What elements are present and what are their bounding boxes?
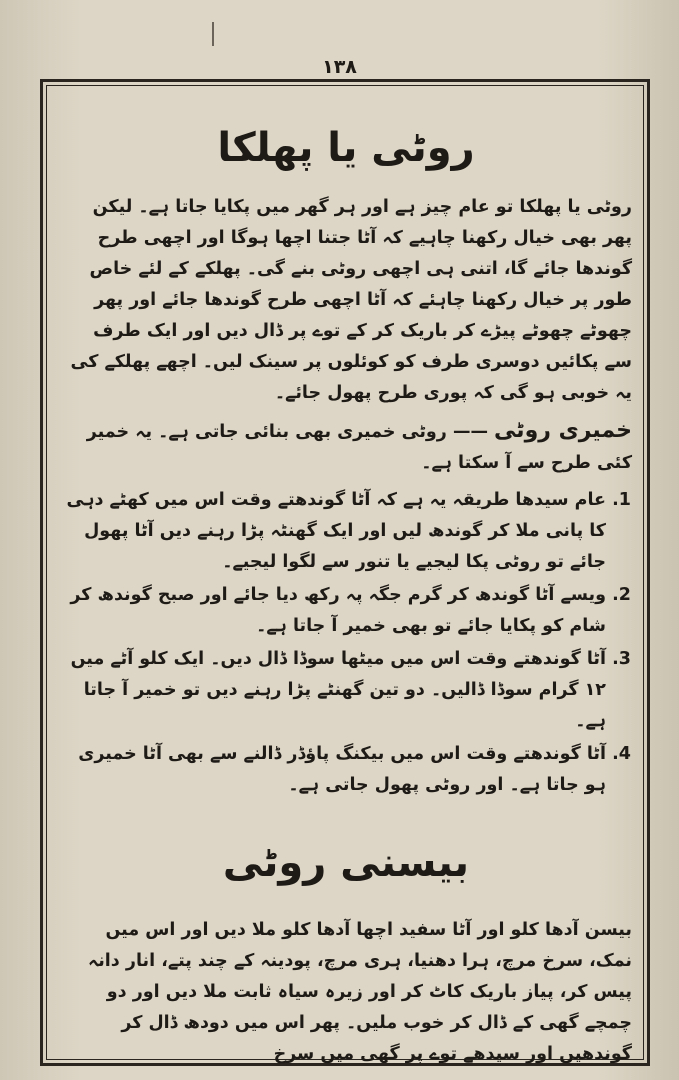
list-item: 3. آٹا گوندھتے وقت اس میں میٹھا سوڈا ڈال دیں۔ ایک کلو آٹے میں ۱۲ گرام سوڈا ڈالیں۔ دو تین گھنٹے پڑا رہنے دیں تو خمیر آ جاتا ہے۔ [60, 644, 606, 737]
roti-phulka-paragraph: روٹی یا پھلکا تو عام چیز ہے اور ہر گھر میں پکایا جاتا ہے۔ لیکن پھر بھی خیال رکھنا چاہیے کہ آٹا جتنا اچھا ہوگا اور اچھی طرح گوندھا جائے گا، اتنی ہی اچھی روٹی بنے گی۔ پھلکے کے لئے خاص طور پر خیال رکھنا چاہئے کہ آٹا اچھی طرح گوندھا جائے اور پھر چھوٹے چھوٹے پیڑے کر باریک کر کے توے پر ڈال دیں اور ایک طرف سے پکائیں دوسری طرف کو کوئلوں پر سینک لیں۔ اچھے پھلکے کی یہ خوبی ہو گی کہ پوری طرح پھول جائے۔ [70, 197, 632, 403]
khameeri-roti-intro [60, 415, 632, 479]
page-number: ۱۳۸ [322, 56, 357, 78]
khameeri-steps-list [60, 485, 632, 801]
khameeri-roti-intro-text: —— روٹی خمیری بھی بنائی جاتی ہے۔ یہ خمیر کئی طرح سے آ سکتا ہے۔ [86, 422, 632, 473]
list-item: 2. ویسے آٹا گوندھ کر گرم جگہ پہ رکھ دیا جائے اور صبح گوندھ کر شام کو پکایا جائے تو بھی خمیر آ جاتا ہے۔ [60, 580, 606, 642]
besani-roti-paragraph: بیسن آدھا کلو اور آٹا سفید اچھا آدھا کلو ملا دیں اور اس میں نمک، سرخ مرچ، ہرا دھنیا، ہری مرچ، پودینہ کے چند پتے، انار دانہ پیس کر، پیاز باریک کاٹ کر اور زیرہ سیاہ ثابت ملا دیں اور دو چمچے گھی کے ڈال کر خوب ملیں۔ پھر اس میں دودھ ڈال کر گوندھیں اور سیدھے توے پر گھی میں سرخ [87, 920, 632, 1064]
pencil-mark [212, 22, 214, 46]
page-content [60, 92, 632, 1064]
list-item: 4. آٹا گوندھتے وقت اس میں بیکنگ پاؤڈر ڈالنے سے بھی آٹا خمیری ہو جاتا ہے۔ اور روٹی پھول جاتی ہے۔ [60, 739, 606, 801]
list-item: 1. عام سیدھا طریقہ یہ ہے کہ آٹا گوندھتے وقت اس میں کھٹے دہی کا پانی ملا کر گوندھ لیں اور ایک گھنٹہ پڑا رہنے دیں آٹا پھول جائے تو روٹی پکا لیجیے یا تنور سے لگوا لیجیے۔ [60, 485, 606, 578]
heading-roti-phulka: روٹی یا پھلکا [217, 125, 475, 171]
subheading-khameeri-roti: خمیری روٹی [494, 418, 632, 443]
heading-besani-roti: بیسنی روٹی [222, 840, 470, 886]
